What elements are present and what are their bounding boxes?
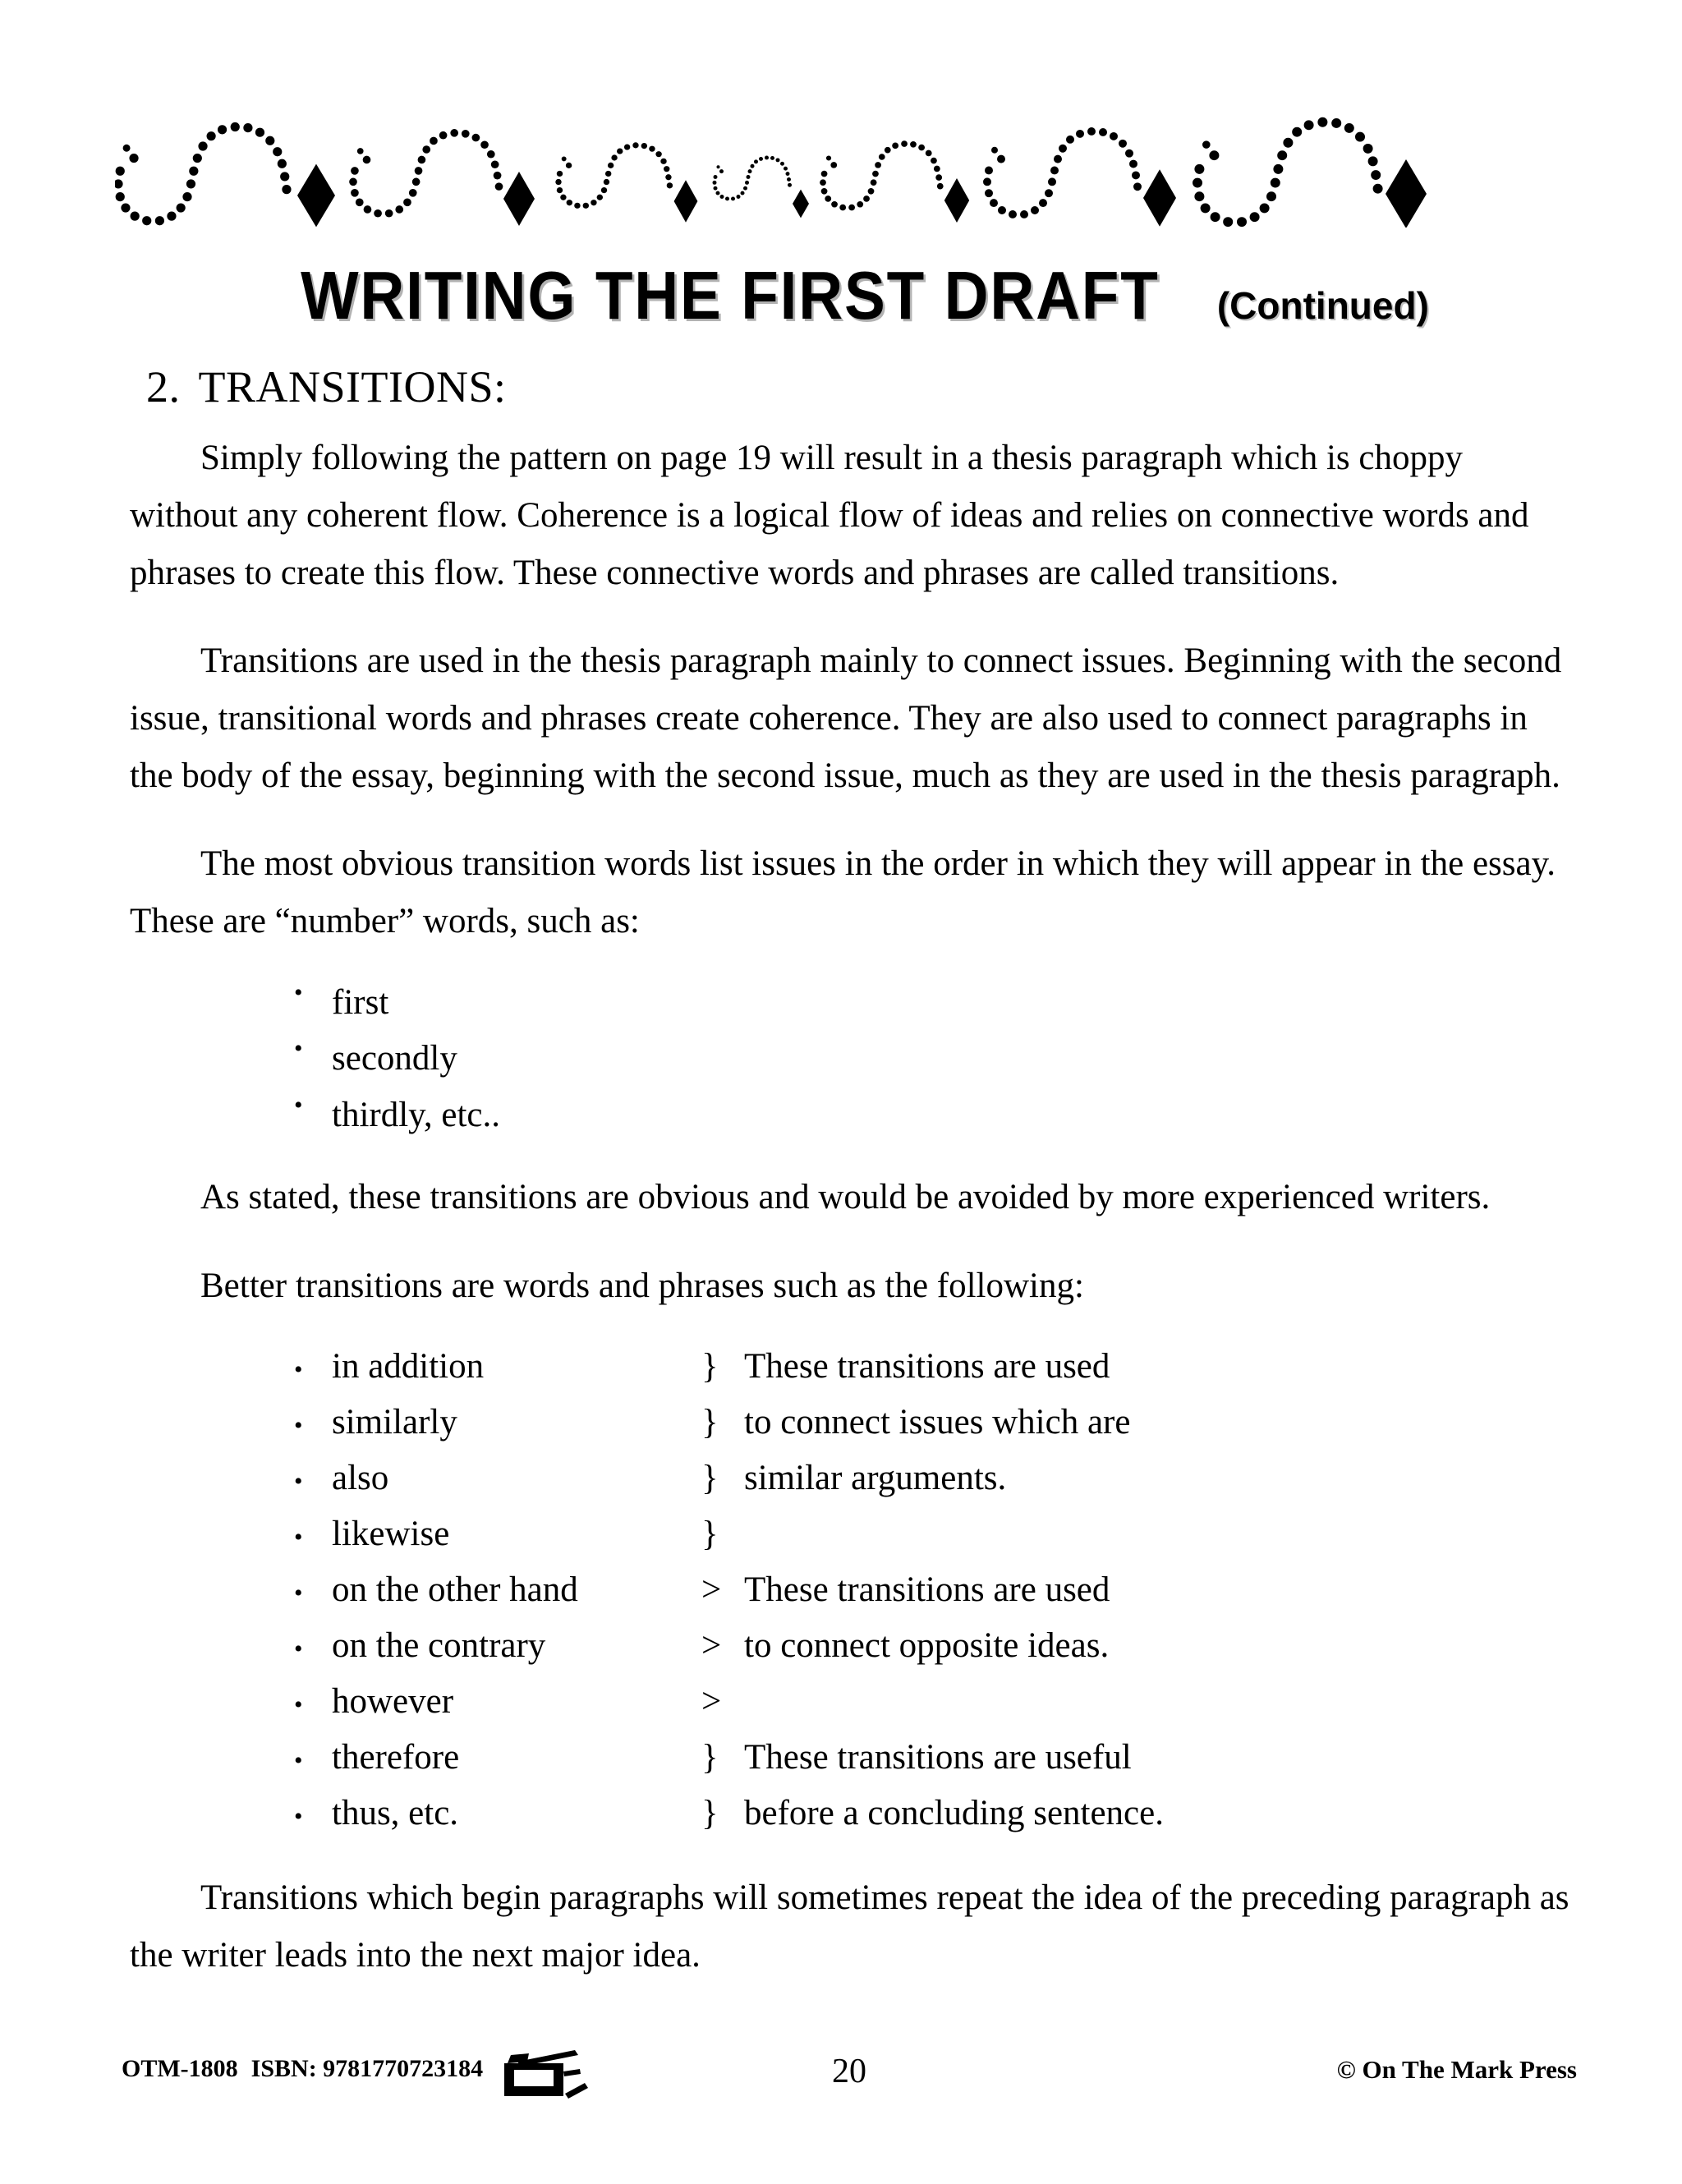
transition-description: These transitions are used — [744, 1347, 1110, 1386]
transition-description: These transitions are useful — [744, 1738, 1132, 1777]
transition-term: on the contrary — [332, 1626, 546, 1666]
paragraph-1: Simply following the pattern on page 19 will result in a thesis paragraph which is choppy without any coherent flow. Coherence is a logical flow of ideas and relies on connective words and phrases to create this flow. These connective words and phrases are called transitions. — [130, 439, 1529, 592]
paragraph-2: Transitions are used in the thesis paragraph mainly to connect issues. Beginning with the second issue, transitional words and phrases create coherence. They are also used to connect paragraphs in the body of the essay, beginning with the second issue, much as they are used in the thesis paragraph. — [130, 641, 1562, 795]
table-row — [294, 1506, 1164, 1562]
table-row — [294, 1618, 1164, 1674]
product-code: OTM-1808 — [122, 2055, 238, 2082]
transition-description: to connect issues which are — [744, 1403, 1131, 1442]
isbn-label: ISBN: 9781770723184 — [250, 2055, 484, 2082]
table-row — [294, 1674, 1164, 1730]
section-number: 2. — [146, 362, 181, 412]
page-content — [130, 363, 1575, 2016]
better-transitions-table — [130, 1339, 1575, 1841]
list-item: • secondly — [294, 1031, 1575, 1087]
paragraph-6: Transitions which begin paragraphs will sometimes repeat the idea of the preceding paragraph as the writer leads into the next major idea. — [130, 1878, 1569, 1975]
paragraph-5: Better transitions are words and phrases such as the following: — [200, 1266, 1084, 1305]
group-brace-marker: } — [701, 1347, 719, 1386]
table-row — [294, 1451, 1164, 1506]
transition-description: to connect opposite ideas. — [744, 1626, 1110, 1666]
table-row — [294, 1339, 1164, 1395]
paragraph-3: The most obvious transition words list issues in the order in which they will appear in the essay. These are “number” words, such as: — [130, 844, 1556, 940]
transition-description: These transitions are used — [744, 1570, 1110, 1610]
transition-term: likewise — [332, 1515, 450, 1554]
page-footer — [122, 2052, 1577, 2109]
transition-term: on the other hand — [332, 1570, 578, 1610]
bullet-marker: • — [294, 1468, 303, 1496]
bullet-marker: • — [294, 1524, 303, 1552]
group-brace-marker: } — [701, 1794, 719, 1833]
bullet-marker: • — [294, 1635, 303, 1663]
copyright-notice: © On The Mark Press — [1336, 2055, 1577, 2084]
transition-term: similarly — [332, 1403, 457, 1442]
page-number: 20 — [832, 2053, 866, 2090]
paragraph-4: As stated, these transitions are obvious and would be avoided by more experienced writers. — [200, 1178, 1491, 1217]
list-item: • thirdly, etc.. — [294, 1087, 1575, 1144]
bullet-marker: • — [294, 1747, 303, 1775]
table-row — [294, 1562, 1164, 1618]
table-row — [294, 1395, 1164, 1451]
number-words-list — [130, 975, 1575, 1144]
section-heading — [130, 363, 1575, 412]
group-brace-marker: } — [701, 1403, 719, 1442]
group-brace-marker: > — [701, 1626, 722, 1666]
table-row — [294, 1730, 1164, 1786]
bullet-marker: • — [294, 1691, 303, 1719]
group-brace-marker: } — [701, 1459, 719, 1498]
transition-term: therefore — [332, 1738, 460, 1777]
transition-description: similar arguments. — [744, 1459, 1007, 1498]
group-brace-marker: > — [701, 1682, 722, 1722]
group-brace-marker: } — [701, 1738, 719, 1777]
bullet-marker: • — [294, 1803, 303, 1831]
page-title-continued: (Continued) — [1216, 284, 1429, 327]
table-row — [294, 1786, 1164, 1841]
transition-description: before a concluding sentence. — [744, 1794, 1164, 1833]
transition-term: also — [332, 1459, 389, 1498]
bullet-marker: • — [294, 1356, 303, 1384]
page-title-main: WRITING THE FIRST DRAFT — [301, 257, 1160, 333]
dotted-wave-diamond-border — [115, 108, 1585, 228]
list-item: • first — [294, 975, 1575, 1032]
transition-term: thus, etc. — [332, 1794, 459, 1833]
bullet-marker: • — [294, 1579, 303, 1607]
transition-term: however — [332, 1682, 454, 1722]
transition-description — [744, 1506, 1164, 1562]
section-heading-label: TRANSITIONS: — [198, 362, 507, 412]
page-title — [0, 256, 1682, 335]
transition-description — [744, 1674, 1164, 1730]
bullet-marker: • — [294, 1412, 303, 1440]
transition-term: in addition — [332, 1347, 485, 1386]
group-brace-marker: } — [701, 1515, 719, 1554]
group-brace-marker: > — [701, 1570, 722, 1610]
